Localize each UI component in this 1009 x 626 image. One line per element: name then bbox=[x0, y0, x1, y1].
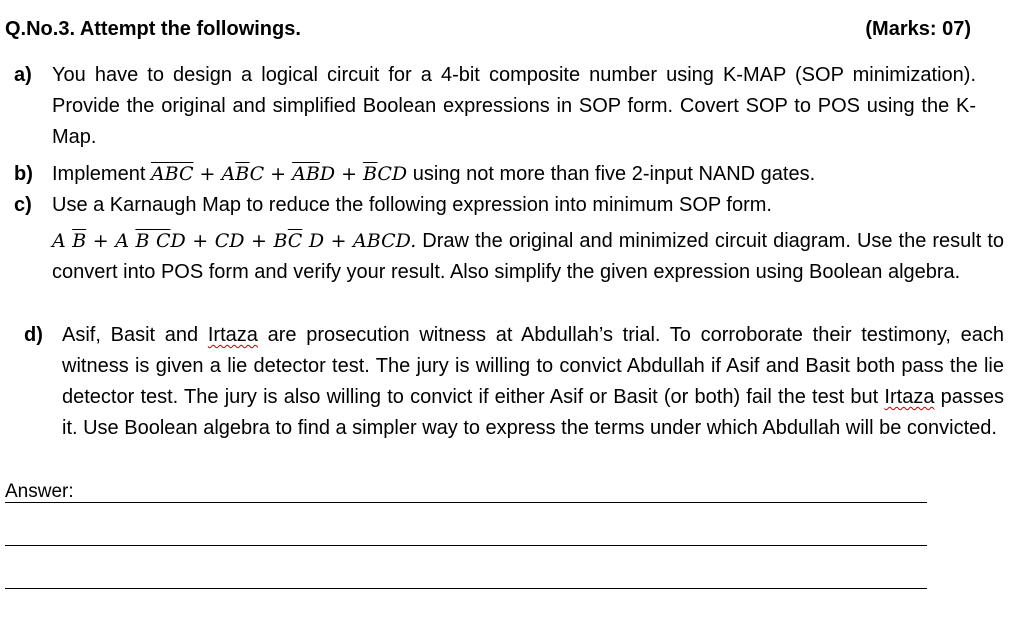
part-b-marker: b) bbox=[14, 163, 33, 185]
c-expr-d2: D bbox=[170, 230, 186, 252]
part-a bbox=[14, 60, 976, 153]
part-d-sentence-2: are prosecution witness at Abdullah’s trial. To corroborate their testimony, each witness is given a lie detector test. The jury is willing to convict Abdullah if Asif and Basit both pass the lie detector test. The jury is also willing to convict if either Asif or Basit (or both) fail the test but bbox=[62, 324, 1004, 408]
expr-term-2-b: $\overline{B}$ bbox=[235, 163, 250, 185]
c-expr-plus-3: + bbox=[244, 230, 274, 252]
c-expr-plus-4: + bbox=[324, 230, 354, 252]
c-expr-c3: $\overline{C}$ bbox=[287, 230, 303, 252]
c-expr-plus-1: + bbox=[86, 230, 116, 252]
question-marks: (Marks: 07) bbox=[865, 18, 971, 40]
question-title: Q.No.3. Attempt the followings. bbox=[5, 18, 301, 40]
c-expr-b3: B bbox=[273, 230, 288, 252]
part-c bbox=[14, 190, 1005, 288]
expr-plus-2: + bbox=[264, 163, 293, 185]
part-c-marker: c) bbox=[14, 194, 32, 216]
c-expr-c2: $\overline{C}$ bbox=[155, 230, 171, 252]
part-d-irtaza-2: Irtaza bbox=[884, 386, 935, 408]
part-d-marker: d) bbox=[24, 324, 43, 346]
answer-line-3[interactable] bbox=[5, 588, 927, 589]
part-a-text: You have to design a logical circuit for a 4-bit composite number using K-MAP (SOP minimization). Provide the original and simplified Boolean expressions in SOP form. Covert SOP to POS using the K-Map. bbox=[52, 64, 976, 148]
part-a-marker: a) bbox=[14, 64, 32, 86]
c-expr-cd: CD bbox=[214, 230, 245, 252]
c-expr-a: A bbox=[52, 230, 73, 252]
expr-term-2-a: A bbox=[221, 163, 236, 185]
c-expr-d3: D bbox=[302, 230, 325, 252]
expr-term-1: $\overline{ABC}$ bbox=[150, 163, 194, 185]
c-expr-a2: A bbox=[115, 230, 136, 252]
expr-term-4-b: $\overline{B}$ bbox=[363, 163, 378, 185]
expr-plus-3: + bbox=[335, 163, 364, 185]
part-c-line-1: Use a Karnaugh Map to reduce the following expression into minimum SOP form. bbox=[52, 194, 772, 216]
c-expr-abcd: ABCD bbox=[353, 230, 411, 252]
part-c-expression bbox=[52, 230, 416, 252]
part-d-irtaza-1: Irtaza bbox=[207, 324, 258, 346]
part-d-text bbox=[62, 320, 1004, 444]
expr-term-3-ab: $\overline{AB}$ bbox=[292, 163, 320, 185]
part-d bbox=[24, 320, 1005, 444]
answer-line-1[interactable] bbox=[5, 502, 927, 503]
c-expr-b: $\overline{B}$ bbox=[72, 230, 87, 252]
part-c-body bbox=[52, 226, 1004, 288]
answer-line-2[interactable] bbox=[5, 545, 927, 546]
part-d-sentence-3: passes it. Use Boolean algebra to find a simpler way to express the terms under which Abdullah will be convicted. bbox=[62, 386, 1005, 439]
part-d-sentence-1: Asif, Basit and bbox=[62, 324, 199, 346]
part-c-rest: Draw the original and minimized circuit diagram. Use the result to convert into POS form and verify your result. Also simplify the given expression using Boolean algebra. bbox=[52, 230, 1005, 283]
c-expr-dot: . bbox=[410, 230, 417, 252]
expr-term-3-d: D bbox=[319, 163, 336, 185]
answer-label: Answer: bbox=[5, 481, 74, 502]
part-b bbox=[14, 159, 992, 190]
c-expr-plus-2: + bbox=[185, 230, 215, 252]
expr-term-2-c: C bbox=[249, 163, 265, 185]
expr-plus-1: + bbox=[193, 163, 222, 185]
part-b-tail: using not more than five 2-input NAND gates. bbox=[412, 163, 816, 185]
part-b-expression bbox=[151, 163, 407, 185]
c-expr-b2: B bbox=[135, 230, 156, 252]
expr-term-4-cd: CD bbox=[377, 163, 408, 185]
part-b-implement: Implement bbox=[52, 163, 146, 185]
